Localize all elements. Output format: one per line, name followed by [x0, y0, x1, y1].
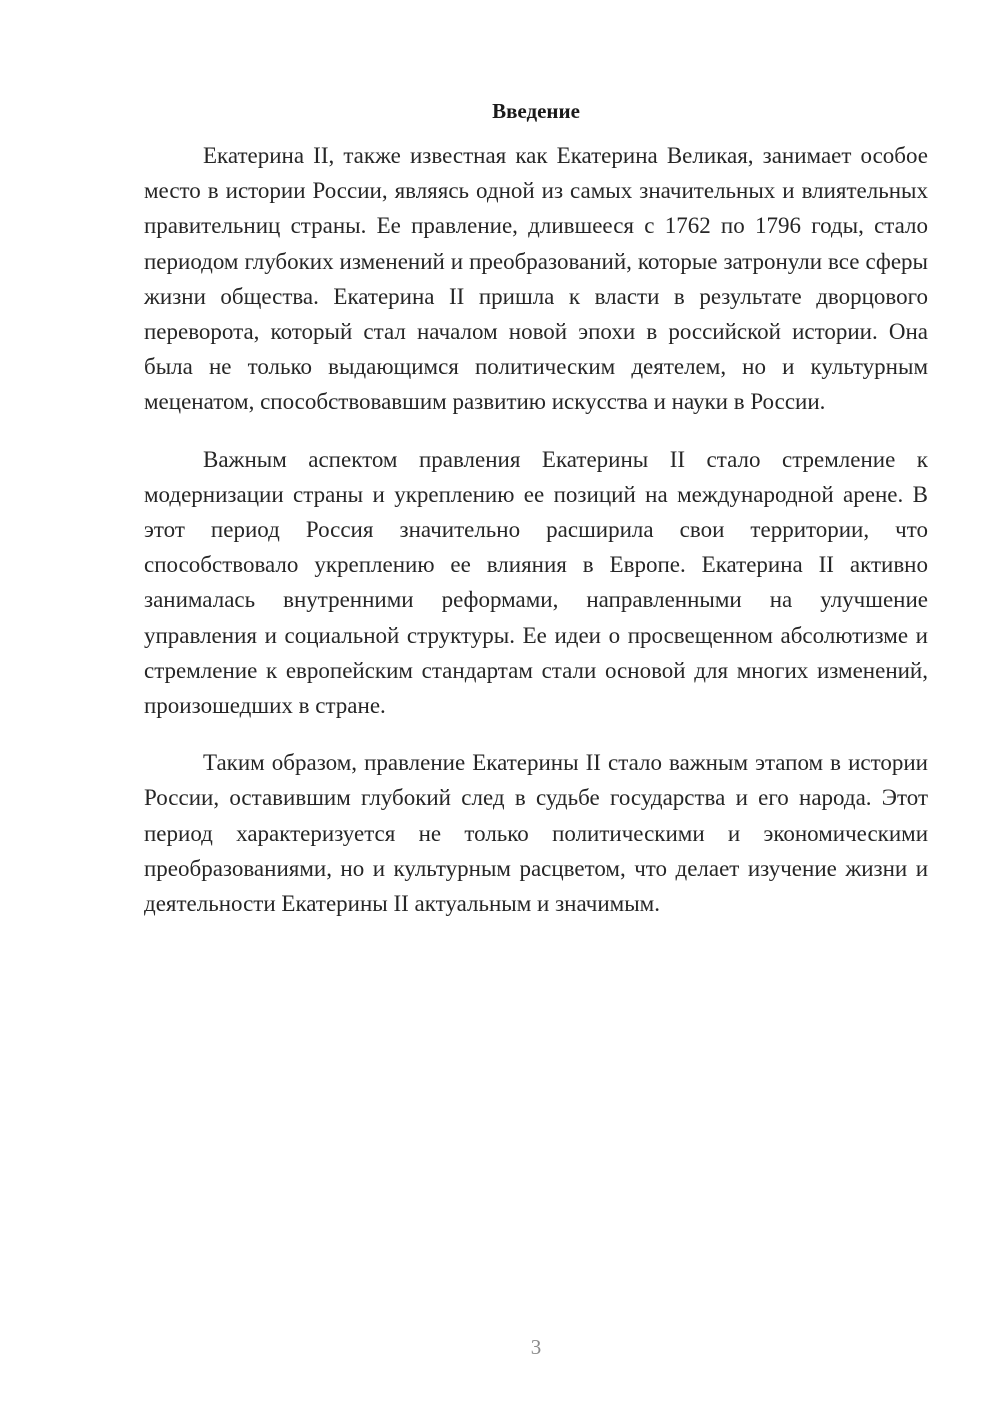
paragraph-1: Екатерина II, также известная как Екатерина Великая, занимает особое место в истории России, являясь одной из самых значительных и влиятельных правительниц страны. Ее правление, длившееся с 1762 по 1796 годы, стало периодом глубоких изменений и преобразований, которые затронули все сферы жизни общества. Екатерина II пришла к власти в результате дворцового переворота, который стал началом новой эпохи в российской истории. Она была не только выдающимся политическим деятелем, но и культурным меценатом, способствовавшим развитию искусства и науки в России.	[144, 143, 928, 415]
page-number: 3	[530, 1335, 542, 1359]
page-content	[144, 97, 928, 943]
section-title: Введение	[492, 99, 580, 123]
paragraph-3: Таким образом, правление Екатерины II стало важным этапом в истории России, оставившим глубокий след в судьбе государства и его народа. Этот период характеризуется не только политическими и экономическими преобразованиями, но и культурным расцветом, что делает изучение жизни и деятельности Екатерины II актуальным и значимым.	[144, 750, 928, 917]
paragraph-2: Важным аспектом правления Екатерины II стало стремление к модернизации страны и укреплению ее позиций на международной арене. В этот период Россия значительно расширила свои территории, что способствовало укреплению ее влияния в Европе. Екатерина II активно занималась внутренними реформами, направленными на улучшение управления и социальной структуры. Ее идеи о просвещенном абсолютизме и стремление к европейским стандартам стали основой для многих изменений, произошедших в стране.	[144, 446, 928, 719]
